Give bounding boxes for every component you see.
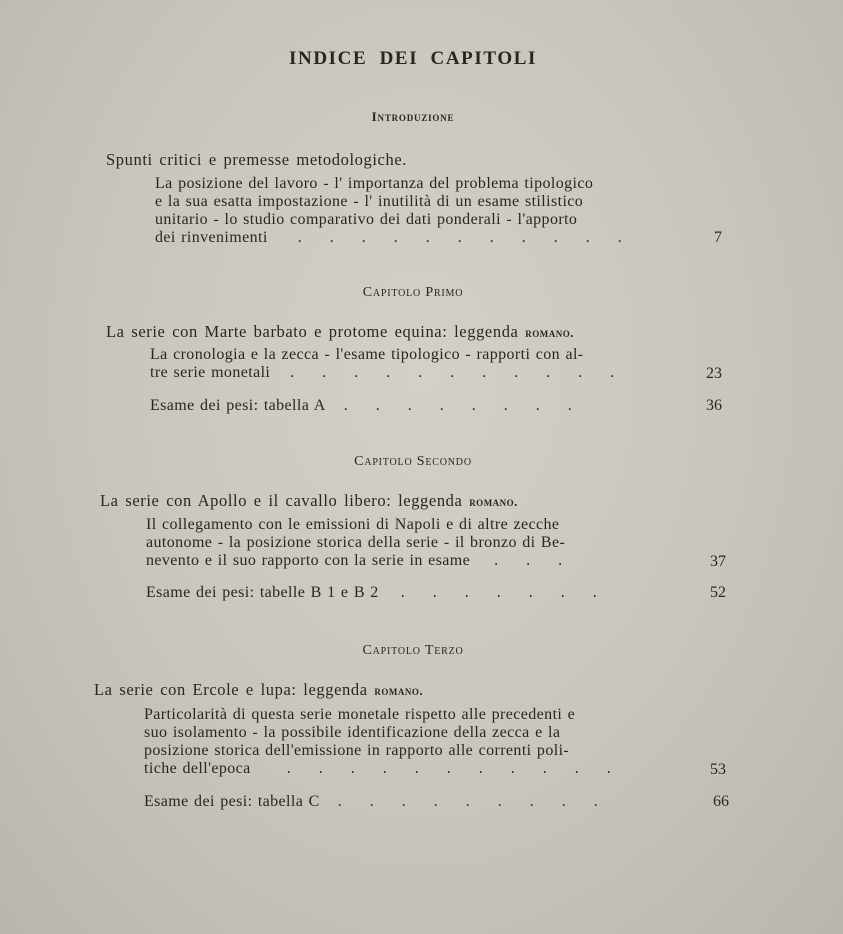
legend-word: romano. — [374, 683, 424, 698]
entry-last-line — [150, 364, 660, 382]
page-number: 52 — [710, 584, 726, 601]
entry-line: Esame dei pesi: tabelle B 1 e B 2 — [146, 584, 379, 601]
section-lead: La serie con Apollo e il cavallo libero: leggenda romano. — [100, 491, 518, 510]
page-number: 36 — [706, 397, 722, 414]
entry-line: posizione storica dell'emissione in rapporto alle correnti poli- — [144, 742, 570, 759]
entry-last-line — [144, 760, 664, 778]
entry-line: e la sua esatta impostazione - l' inutilità di un esame stilistico — [155, 193, 584, 210]
entry-line: Esame dei pesi: tabella C — [144, 793, 320, 810]
section-heading-capitolo-secondo: Capitolo Secondo — [354, 454, 472, 469]
section-lead: La serie con Marte barbato e protome equina: leggenda romano. — [106, 322, 574, 341]
page-number: 7 — [714, 229, 722, 246]
page-number: 53 — [710, 761, 726, 778]
entry-line: La cronologia e la zecca - l'esame tipologico - rapporti con al- — [150, 346, 584, 363]
entry-line: tiche dell'epoca — [144, 760, 251, 777]
entry-line: Il collegamento con le emissioni di Napoli e di altre zecche — [146, 516, 560, 533]
entry-description — [146, 584, 666, 602]
section-heading-capitolo-terzo: Capitolo Terzo — [362, 643, 464, 658]
page-number: 66 — [713, 793, 729, 810]
entry-description — [146, 516, 656, 570]
entry-description — [155, 175, 655, 247]
leader-dots: . . . . . . . . — [343, 397, 572, 414]
entry-last-line — [146, 552, 656, 570]
entry-line: nevento e il suo rapporto con la serie in esame — [146, 552, 471, 569]
section-heading-capitolo-primo: Capitolo Primo — [362, 285, 464, 300]
leader-dots: . . . . . . . — [400, 584, 597, 601]
leader-dots: . . . . . . . . . . . — [297, 229, 622, 246]
page-number: 37 — [710, 553, 726, 570]
entry-description — [150, 346, 660, 382]
entry-line: La posizione del lavoro - l' importanza del problema tipologico — [155, 175, 594, 192]
leader-dots: . . . . . . . . . . . — [290, 364, 615, 381]
page-title: INDICE DEI CAPITOLI — [289, 48, 537, 69]
entry-line: dei rinvenimenti — [155, 229, 268, 246]
entry-description — [150, 397, 670, 415]
leader-dots: . . . . . . . . . — [337, 793, 598, 810]
section-heading-introduzione: Introduzione — [371, 109, 455, 124]
entry-line: suo isolamento - la possibile identificazione della zecca e la — [144, 724, 561, 741]
legend-word: romano. — [525, 325, 574, 340]
leader-dots: . . . . . . . . . . . — [286, 760, 611, 777]
leader-dots: . . . — [494, 552, 563, 569]
entry-line: tre serie monetali — [150, 364, 271, 381]
entry-description — [144, 793, 669, 811]
section-lead: Spunti critici e premesse metodologiche. — [106, 150, 407, 169]
entry-line: autonome - la posizione storica della serie - il bronzo di Be- — [146, 534, 566, 551]
section-lead: La serie con Ercole e lupa: leggenda romano. — [94, 680, 424, 699]
entry-last-line — [155, 229, 655, 247]
entry-line: unitario - lo studio comparativo dei dati ponderali - l'apporto — [155, 211, 578, 228]
entry-description — [144, 706, 664, 778]
page-number: 23 — [706, 365, 722, 382]
entry-line: Particolarità di questa serie monetale rispetto alle precedenti e — [144, 706, 576, 723]
entry-line: Esame dei pesi: tabella A — [150, 397, 326, 414]
legend-word: romano. — [469, 494, 518, 509]
